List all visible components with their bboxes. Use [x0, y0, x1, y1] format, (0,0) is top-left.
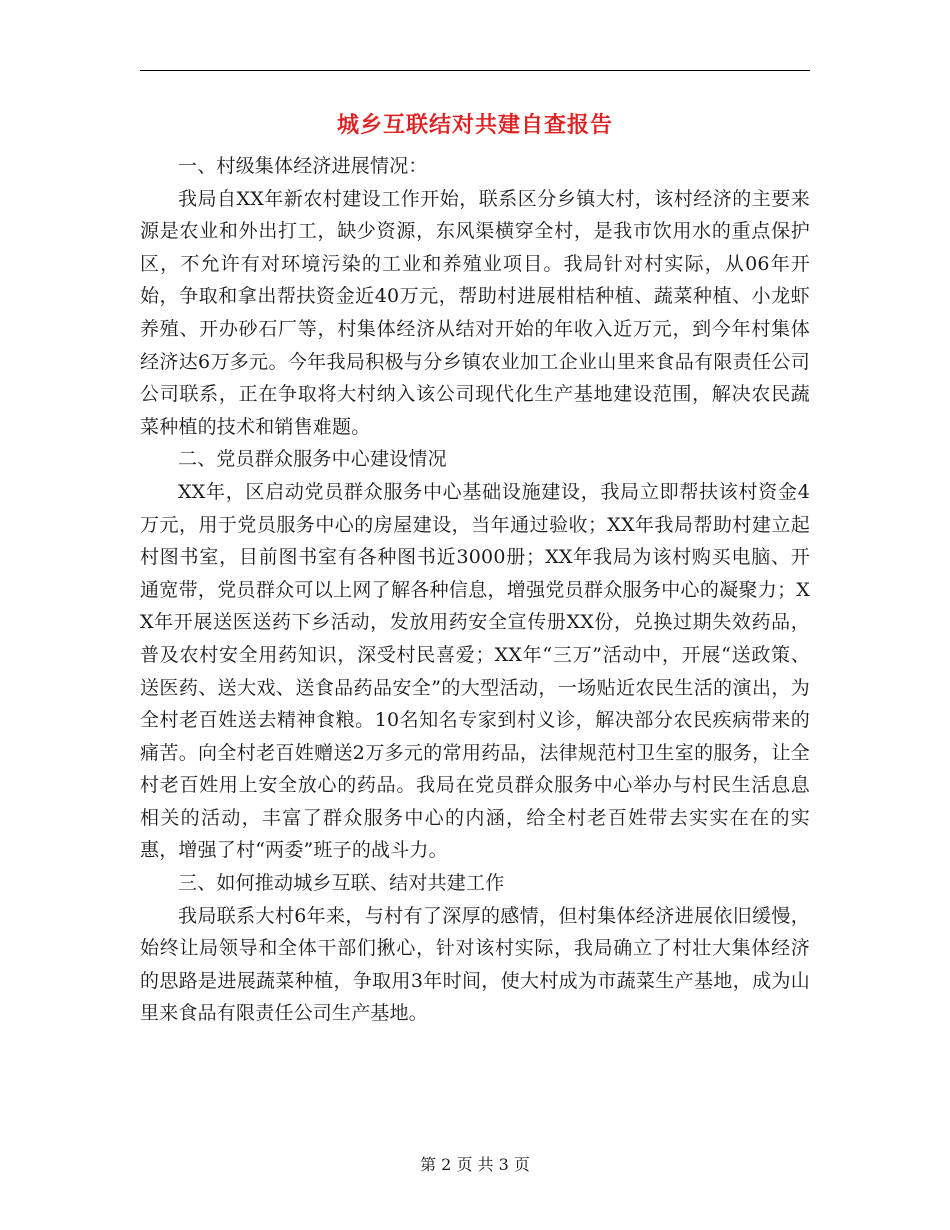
section-heading-3: 三、如何推动城乡互联、结对共建工作	[178, 872, 505, 895]
section-heading-2: 二、党员群众服务中心建设情况	[178, 448, 447, 471]
header-rule	[140, 70, 810, 71]
section-heading-1: 一、村级集体经济进展情况：	[178, 155, 428, 177]
section-3-paragraph: 我局联系大村6年来，与村有了深厚的感情，但村集体经济进展依旧缓慢，始终让局领导和全体干部们揪心，针对该村实际，我局确立了村壮大集体经济的思路是进展蔬菜种植，争取用3年时间，使大村成为市蔬菜生产基地，成为山里来食品有限责任公司生产基地。	[140, 904, 810, 1025]
section-2-paragraph: XX年，区启动党员群众服务中心基础设施建设，我局立即帮扶该村资金4万元，用于党员服务中心的房屋建设，当年通过验收；XX年我局帮助村建立起村图书室，目前图书室有各种图书近3000册；XX年我局为该村购买电脑、开通宽带，党员群众可以上网了解各种信息，增强党员群众服务中心的凝聚力；XX年开展送医送药下乡活动，发放用药安全宣传册XX份，兑换过期失效药品，普及农村安全用药知识，深受村民喜爱；XX年“三万”活动中，开展“送政策、送医药、送大戏、送食品药品安全”的大型活动，一场贴近农民生活的演出，为全村老百姓送去精神食粮。10名知名专家到村义诊，解决部分农民疾病带来的痛苦。向全村老百姓赠送2万多元的常用药品，法律规范村卫生室的服务，让全村老百姓用上安全放心的药品。我局在党员群众服务中心举办与村民生活息息相关的活动，丰富了群众服务中心的内涵，给全村老百姓带去实实在在的实惠，增强了村“两委”班子的战斗力。	[140, 480, 810, 862]
document-body	[140, 150, 810, 1030]
document-title: 城乡互联结对共建自查报告	[336, 112, 613, 138]
page-number-footer: 第 2 页 共 3 页	[420, 1155, 530, 1174]
section-1-paragraph: 我局自XX年新农村建设工作开始，联系区分乡镇大村，该村经济的主要来源是农业和外出打工，缺少资源，东风渠横穿全村，是我市饮用水的重点保护区，不允许有对环境污染的工业和养殖业项目。我局针对村实际，从06年开始，争取和拿出帮扶资金近40万元，帮助村进展柑桔种植、蔬菜种植、小龙虾养殖、开办砂石厂等，村集体经济从结对开始的年收入近万元，到今年村集体经济达6万多元。今年我局积极与分乡镇农业加工企业山里来食品有限责任公司公司联系，正在争取将大村纳入该公司现代化生产基地建设范围，解决农民蔬菜种植的技术和销售难题。	[140, 187, 810, 438]
